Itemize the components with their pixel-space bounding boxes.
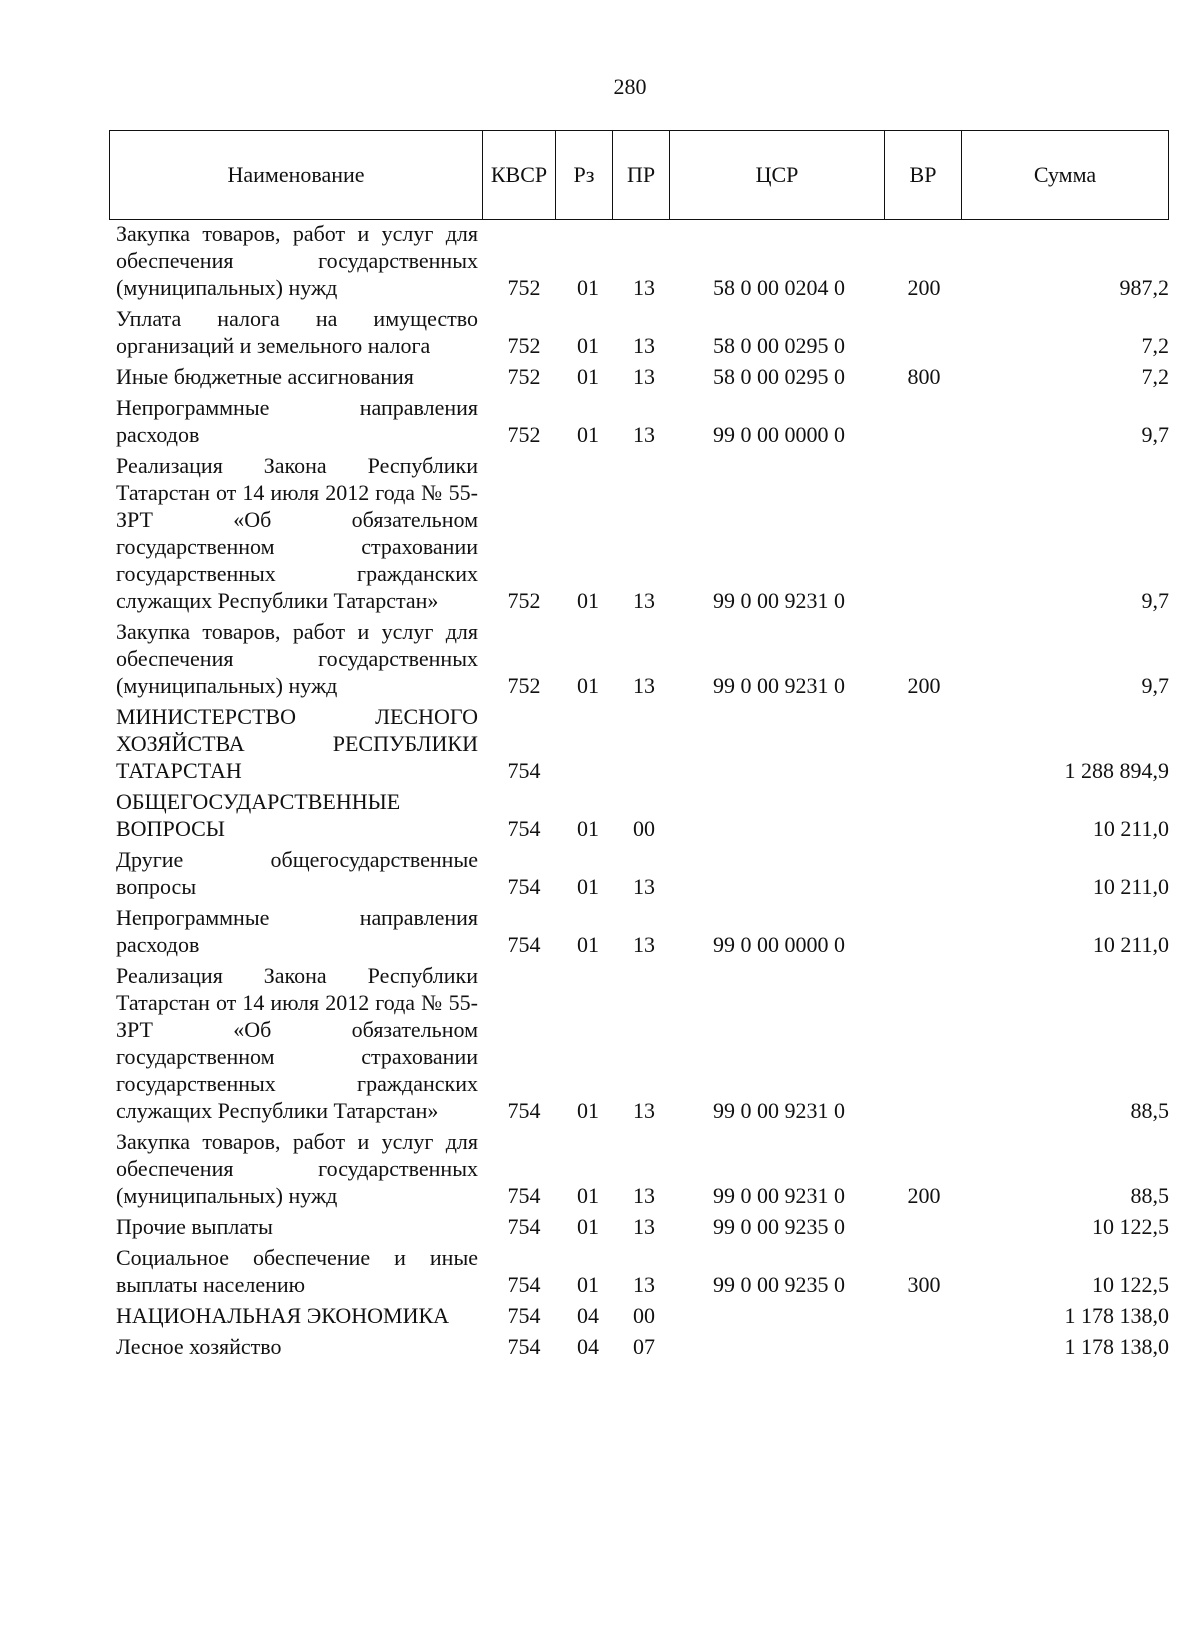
cell-sum: 88,5 (1130, 1183, 1169, 1208)
cell-kvsr: 754 (507, 874, 541, 899)
cell-name: Социальное обеспечение и иные выплаты населению (116, 1245, 478, 1297)
cell-vr: 300 (907, 1272, 941, 1297)
cell-kvsr: 754 (507, 816, 541, 841)
cell-pr: 00 (633, 816, 655, 841)
cell-pr: 13 (633, 1098, 655, 1123)
header-rz: Рз (556, 131, 613, 220)
cell-vr: 800 (907, 364, 941, 389)
cell-vr (886, 305, 962, 363)
cell-vr (886, 1302, 962, 1333)
cell-kvsr: 754 (507, 1183, 541, 1208)
cell-name: Непрограммные направления расходов (116, 395, 478, 447)
cell-kvsr: 754 (507, 1272, 541, 1297)
table-row (109, 788, 1183, 846)
cell-csr: 99 0 00 0000 0 (713, 932, 845, 957)
cell-rz: 01 (577, 816, 599, 841)
cell-sum: 10 122,5 (1092, 1272, 1169, 1297)
cell-name: Другие общегосударственные вопросы (116, 847, 478, 899)
cell-rz: 01 (577, 1214, 599, 1239)
table-row (109, 904, 1183, 962)
cell-name: Лесное хозяйство (116, 1334, 282, 1359)
header-vr: ВР (885, 131, 962, 220)
cell-sum: 987,2 (1119, 275, 1169, 300)
cell-kvsr: 754 (507, 1214, 541, 1239)
cell-sum: 10 211,0 (1092, 932, 1169, 957)
cell-vr (886, 788, 962, 846)
cell-rz: 01 (577, 673, 599, 698)
cell-rz (560, 703, 616, 788)
cell-csr (672, 846, 886, 904)
cell-name: НАЦИОНАЛЬНАЯ ЭКОНОМИКА (116, 1303, 450, 1328)
header-name: Наименование (110, 131, 483, 220)
cell-pr: 13 (633, 874, 655, 899)
table-row (109, 452, 1183, 618)
table-row (109, 703, 1183, 788)
cell-sum: 1 288 894,9 (1064, 758, 1169, 783)
cell-name: Закупка товаров, работ и услуг для обеспечения государственных (муниципальных) нужд (116, 619, 478, 698)
cell-vr (886, 1213, 962, 1244)
cell-kvsr: 754 (507, 1303, 541, 1328)
table-row (109, 1244, 1183, 1302)
header-kvsr: КВСР (483, 131, 556, 220)
header-csr: ЦСР (670, 131, 885, 220)
table-row (109, 1128, 1183, 1213)
cell-csr (672, 1333, 886, 1364)
table-header (109, 130, 1169, 220)
cell-pr: 00 (633, 1303, 655, 1328)
cell-csr: 99 0 00 9231 0 (713, 1098, 845, 1123)
cell-vr (886, 1333, 962, 1364)
cell-rz: 04 (577, 1334, 599, 1359)
cell-rz: 01 (577, 275, 599, 300)
cell-name: Прочие выплаты (116, 1214, 273, 1239)
header-pr: ПР (613, 131, 670, 220)
cell-sum: 9,7 (1141, 673, 1169, 698)
cell-rz: 01 (577, 333, 599, 358)
cell-sum: 1 178 138,0 (1064, 1303, 1169, 1328)
cell-pr: 07 (633, 1334, 655, 1359)
cell-rz: 01 (577, 1183, 599, 1208)
cell-kvsr: 752 (507, 333, 541, 358)
table-row (109, 363, 1183, 394)
cell-sum: 88,5 (1130, 1098, 1169, 1123)
table-row (109, 846, 1183, 904)
cell-name: ОБЩЕГОСУДАРСТВЕННЫЕ ВОПРОСЫ (116, 789, 401, 841)
cell-kvsr: 752 (507, 275, 541, 300)
cell-kvsr: 752 (507, 588, 541, 613)
cell-kvsr: 754 (507, 758, 541, 783)
cell-vr: 200 (907, 673, 941, 698)
cell-vr (886, 962, 962, 1128)
cell-vr: 200 (907, 275, 941, 300)
cell-name: МИНИСТЕРСТВО ЛЕСНОГО ХОЗЯЙСТВА РЕСПУБЛИКИ ТАТАРСТАН (116, 704, 478, 783)
cell-csr: 99 0 00 9231 0 (713, 1183, 845, 1208)
cell-kvsr: 752 (507, 673, 541, 698)
cell-sum: 10 122,5 (1092, 1214, 1169, 1239)
cell-csr: 99 0 00 9235 0 (713, 1214, 845, 1239)
cell-kvsr: 754 (507, 1334, 541, 1359)
cell-name: Иные бюджетные ассигнования (116, 364, 414, 389)
cell-kvsr: 752 (507, 422, 541, 447)
cell-csr: 58 0 00 0295 0 (713, 364, 845, 389)
cell-kvsr: 754 (507, 932, 541, 957)
table-row (109, 1302, 1183, 1333)
cell-vr (886, 703, 962, 788)
budget-table-body (109, 220, 1183, 1364)
cell-name: Закупка товаров, работ и услуг для обеспечения государственных (муниципальных) нужд (116, 1129, 478, 1208)
cell-sum: 9,7 (1141, 422, 1169, 447)
budget-table (109, 220, 1183, 1364)
table-row (109, 618, 1183, 703)
table-row (109, 962, 1183, 1128)
cell-sum: 10 211,0 (1092, 874, 1169, 899)
cell-kvsr: 752 (507, 364, 541, 389)
cell-rz: 01 (577, 1098, 599, 1123)
cell-pr: 13 (633, 932, 655, 957)
cell-kvsr: 754 (507, 1098, 541, 1123)
cell-name: Уплата налога на имущество организаций и земельного налога (116, 306, 478, 358)
cell-vr (886, 452, 962, 618)
cell-sum: 1 178 138,0 (1064, 1334, 1169, 1359)
cell-sum: 7,2 (1141, 364, 1169, 389)
cell-rz: 01 (577, 588, 599, 613)
cell-name: Непрограммные направления расходов (116, 905, 478, 957)
table-row (109, 305, 1183, 363)
cell-pr (616, 703, 672, 788)
cell-rz: 01 (577, 932, 599, 957)
cell-csr: 99 0 00 9235 0 (713, 1272, 845, 1297)
cell-sum: 10 211,0 (1092, 816, 1169, 841)
page-number: 280 (613, 74, 647, 99)
cell-name: Закупка товаров, работ и услуг для обеспечения государственных (муниципальных) нужд (116, 221, 478, 300)
table-row (109, 1213, 1183, 1244)
cell-pr: 13 (633, 1183, 655, 1208)
cell-csr (672, 703, 886, 788)
cell-csr (672, 1302, 886, 1333)
cell-rz: 04 (577, 1303, 599, 1328)
cell-name: Реализация Закона Республики Татарстан от 14 июля 2012 года № 55-ЗРТ «Об обязательном государственном страховании государственных гражданских служащих Республики Татарстан» (116, 453, 478, 613)
cell-csr (672, 788, 886, 846)
header-sum: Сумма (962, 131, 1169, 220)
cell-rz: 01 (577, 874, 599, 899)
cell-sum: 9,7 (1141, 588, 1169, 613)
cell-pr: 13 (633, 673, 655, 698)
cell-sum: 7,2 (1141, 333, 1169, 358)
cell-pr: 13 (633, 364, 655, 389)
cell-pr: 13 (633, 275, 655, 300)
cell-csr: 58 0 00 0295 0 (713, 333, 845, 358)
table-row (109, 394, 1183, 452)
cell-rz: 01 (577, 422, 599, 447)
cell-vr: 200 (907, 1183, 941, 1208)
cell-csr: 99 0 00 0000 0 (713, 422, 845, 447)
cell-pr: 13 (633, 422, 655, 447)
table-row (109, 220, 1183, 305)
header-row (110, 131, 1169, 220)
cell-pr: 13 (633, 588, 655, 613)
cell-csr: 99 0 00 9231 0 (713, 588, 845, 613)
cell-name: Реализация Закона Республики Татарстан от 14 июля 2012 года № 55-ЗРТ «Об обязательном государственном страховании государственных гражданских служащих Республики Татарстан» (116, 963, 478, 1123)
cell-pr: 13 (633, 1214, 655, 1239)
cell-csr: 99 0 00 9231 0 (713, 673, 845, 698)
table-row (109, 1333, 1183, 1364)
cell-pr: 13 (633, 333, 655, 358)
cell-vr (886, 394, 962, 452)
cell-pr: 13 (633, 1272, 655, 1297)
cell-vr (886, 904, 962, 962)
cell-rz: 01 (577, 364, 599, 389)
cell-vr (886, 846, 962, 904)
cell-csr: 58 0 00 0204 0 (713, 275, 845, 300)
cell-rz: 01 (577, 1272, 599, 1297)
